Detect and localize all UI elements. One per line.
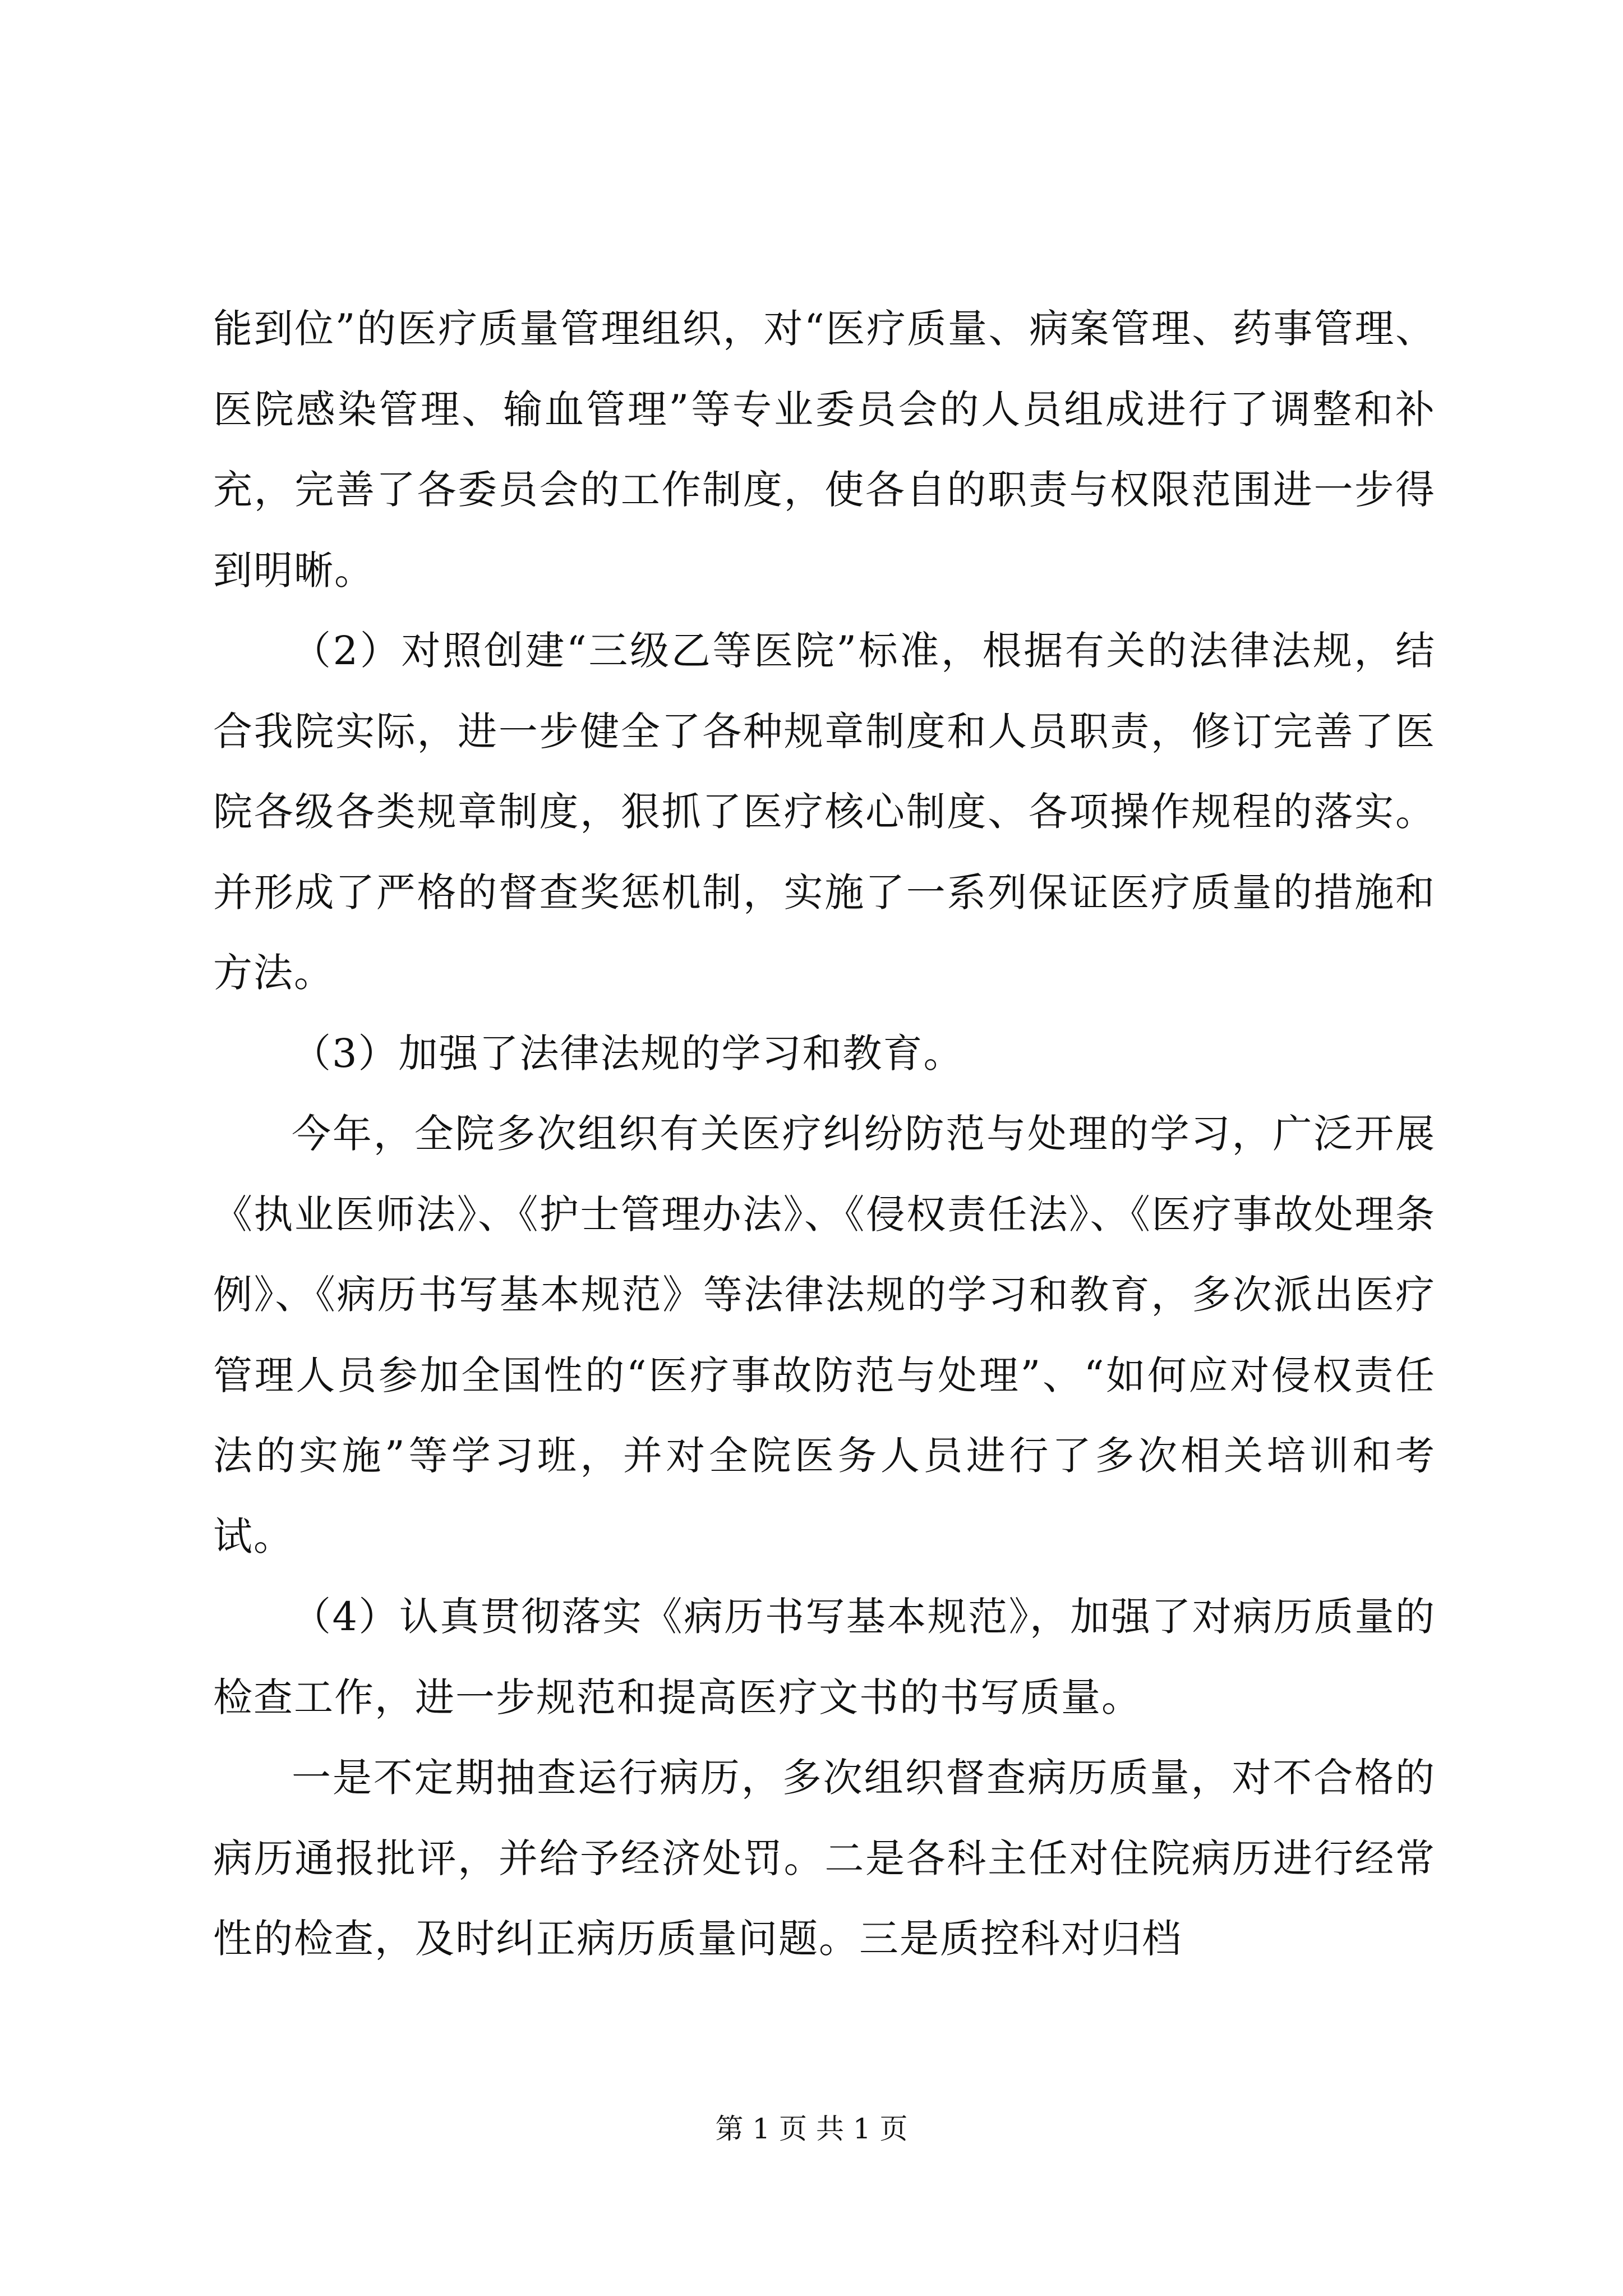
paragraph-item-4: （4）认真贯彻落实《病历书写基本规范》，加强了对病历质量的检查工作，进一步规范和提高医疗文书的书写质量。	[213, 1594, 1436, 1720]
paragraph-continuation: 能到位”的医疗质量管理组织，对“医疗质量、病案管理、药事管理、医院感染管理、输血管理”等专业委员会的人员组成进行了调整和补充，完善了各委员会的工作制度，使各自的职责与权限范围进一步得到明晰。	[213, 306, 1436, 593]
paragraph-item-3: （3）加强了法律法规的学习和教育。	[292, 1030, 964, 1076]
page-footer: 第 1 页 共 1 页	[715, 2113, 908, 2145]
paragraph-record-checks: 一是不定期抽查运行病历，多次组织督查病历质量，对不合格的病历通报批评，并给予经济处罚。二是各科主任对住院病历进行经常性的检查，及时纠正病历质量问题。三是质控科对归档	[213, 1755, 1436, 1962]
document-body	[213, 289, 1436, 1980]
paragraph-law-study: 今年，全院多次组织有关医疗纠纷防范与处理的学习，广泛开展《执业医师法》、《护士管理办法》、《侵权责任法》、《医疗事故处理条例》、《病历书写基本规范》等法律法规的学习和教育，多次派出医疗管理人员参加全国性的“医疗事故防范与处理”、“如何应对侵权责任法的实施”等学习班，并对全院医务人员进行了多次相关培训和考试。	[213, 1111, 1436, 1559]
paragraph-item-2: （2）对照创建“三级乙等医院”标准，根据有关的法律法规，结合我院实际，进一步健全了各种规章制度和人员职责，修订完善了医院各级各类规章制度，狠抓了医疗核心制度、各项操作规程的落实。并形成了严格的督查奖惩机制，实施了一系列保证医疗质量的措施和方法。	[213, 628, 1436, 996]
